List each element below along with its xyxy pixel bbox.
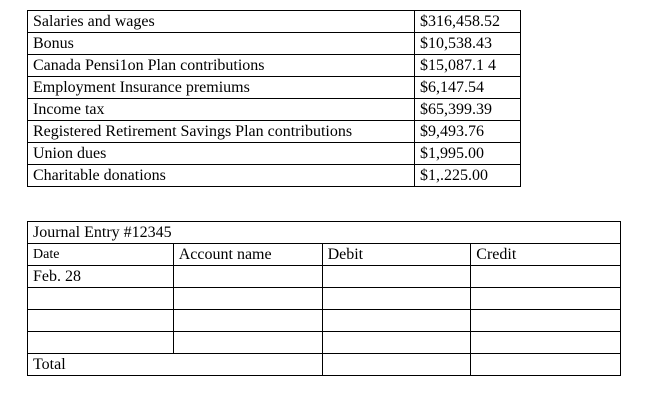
payroll-item-amount: $9,493.76 (415, 121, 521, 143)
journal-account-cell (173, 266, 322, 288)
journal-account-cell (173, 332, 322, 354)
payroll-item-label: Income tax (28, 99, 415, 121)
journal-credit-cell (471, 310, 621, 332)
journal-debit-cell (322, 310, 471, 332)
date-column-header: Date (28, 244, 174, 266)
payroll-item-amount: $15,087.1 4 (415, 55, 521, 77)
debit-column-header: Debit (322, 244, 471, 266)
table-row (28, 165, 521, 187)
journal-account-cell (173, 288, 322, 310)
table-row (28, 310, 621, 332)
payroll-summary-table (27, 10, 521, 187)
journal-credit-cell (471, 266, 621, 288)
payroll-item-label: Bonus (28, 33, 415, 55)
credit-column-header: Credit (471, 244, 621, 266)
payroll-item-label: Charitable donations (28, 165, 415, 187)
journal-title-row (28, 222, 621, 244)
payroll-item-label: Employment Insurance premiums (28, 77, 415, 99)
payroll-item-label: Registered Retirement Savings Plan contributions (28, 121, 415, 143)
journal-debit-cell (322, 266, 471, 288)
payroll-item-label: Union dues (28, 143, 415, 165)
journal-entry-title: Journal Entry #12345 (28, 222, 621, 244)
journal-date-cell (28, 332, 174, 354)
journal-date-cell (28, 288, 174, 310)
table-row (28, 266, 621, 288)
payroll-item-label: Canada Pensi1on Plan contributions (28, 55, 415, 77)
total-credit-cell (471, 354, 621, 376)
table-row (28, 77, 521, 99)
payroll-item-amount: $316,458.52 (415, 11, 521, 33)
journal-total-row (28, 354, 621, 376)
payroll-item-amount: $10,538.43 (415, 33, 521, 55)
journal-credit-cell (471, 332, 621, 354)
journal-date-cell (28, 310, 174, 332)
table-row (28, 288, 621, 310)
payroll-item-amount: $1,995.00 (415, 143, 521, 165)
journal-credit-cell (471, 288, 621, 310)
payroll-item-amount: $1,.225.00 (415, 165, 521, 187)
payroll-item-label: Salaries and wages (28, 11, 415, 33)
journal-debit-cell (322, 288, 471, 310)
table-row (28, 11, 521, 33)
payroll-item-amount: $6,147.54 (415, 77, 521, 99)
table-row (28, 99, 521, 121)
journal-debit-cell (322, 332, 471, 354)
total-label: Total (28, 354, 323, 376)
table-row (28, 55, 521, 77)
table-row (28, 143, 521, 165)
account-name-column-header: Account name (173, 244, 322, 266)
journal-account-cell (173, 310, 322, 332)
total-debit-cell (322, 354, 471, 376)
table-row (28, 121, 521, 143)
payroll-item-amount: $65,399.39 (415, 99, 521, 121)
table-row (28, 332, 621, 354)
journal-header-row (28, 244, 621, 266)
journal-entry-table (27, 221, 621, 376)
table-row (28, 33, 521, 55)
journal-date-cell: Feb. 28 (28, 266, 174, 288)
